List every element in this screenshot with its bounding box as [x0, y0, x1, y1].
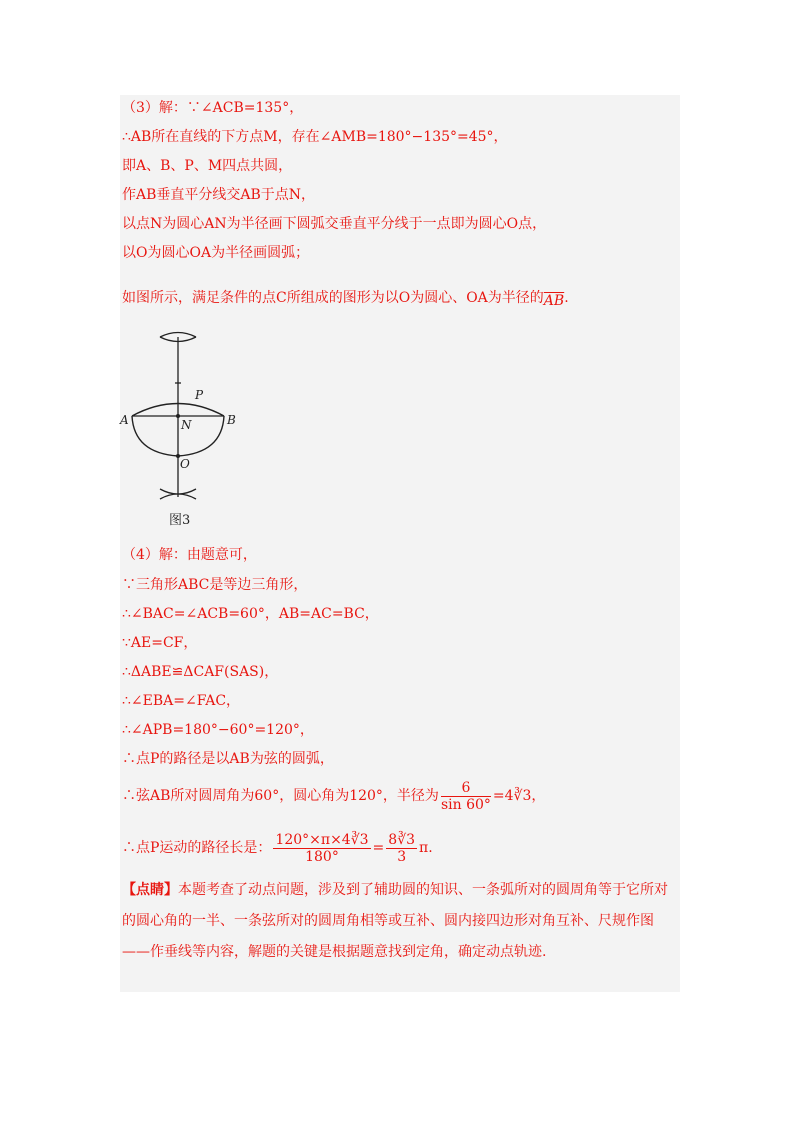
comment-tag: 【点睛】	[122, 882, 178, 898]
sol3-line-9-text: ∴弦AB所对圆周角为60°，圆心角为120°，半径为	[122, 788, 439, 804]
radius-fraction-denominator: sin 60°	[440, 796, 491, 813]
sol3-line-4: ∵AE=CF，	[122, 635, 198, 651]
sol2-line-6: 以O为圆心OA为半径画圆弧；	[122, 245, 310, 261]
length-fraction-2-numerator: 8∛3	[388, 831, 416, 848]
sol3-line-5: ∴ΔABE≌ΔCAF(SAS)，	[122, 664, 279, 680]
comment-line-2: 的圆心角的一半、一条弦所对的圆周角相等或互补、圆内接四边形对角互补、尺规作图	[122, 913, 654, 929]
length-fraction-2	[386, 832, 417, 865]
sol3-line-7: ∴∠APB=180°−60°=120°，	[122, 722, 314, 738]
sol3-line-9	[122, 778, 545, 814]
comment-line-3: ——作垂线等内容，解题的关键是根据题意找到定角，确定动点轨迹.	[122, 944, 547, 960]
sol2-line-4: 作AB垂直平分线交AB于点N，	[122, 187, 316, 203]
length-fraction-1-numerator: 120°×π×4∛3	[275, 831, 369, 848]
sol2-line-5: 以点N为圆心AN为半径画下圆弧交垂直平分线于一点即为圆心O点，	[122, 216, 547, 232]
label-p: P	[195, 388, 204, 402]
sol3-line-3: ∴∠BAC=∠ACB=60°，AB=AC=BC，	[122, 606, 379, 622]
sol3-line-2: ∵三角形ABC是等边三角形，	[122, 577, 308, 593]
sol2-line-7	[122, 288, 569, 308]
label-n: N	[181, 418, 192, 432]
length-fraction-1-denominator: 180°	[305, 848, 339, 865]
radius-fraction-numerator: 6	[441, 780, 491, 797]
comment-line-1	[122, 880, 668, 900]
label-o: O	[180, 457, 190, 471]
sol3-line-6: ∴∠EBA=∠FAC，	[122, 693, 241, 709]
top-arc-upper	[160, 333, 196, 338]
length-fraction-1	[273, 832, 370, 865]
sol3-line-10-end: π.	[419, 840, 433, 856]
sol3-line-10	[122, 829, 433, 867]
equals-sign: =	[372, 840, 385, 856]
sol2-line-1: （3）解：∵∠ACB=135°，	[122, 100, 304, 116]
label-b: B	[227, 413, 236, 427]
sol2-line-7-end: .	[564, 290, 569, 306]
sol3-line-8: ∴点P的路径是以AB为弦的圆弧，	[122, 751, 334, 767]
point-n	[176, 414, 180, 418]
label-a: A	[120, 413, 129, 427]
sol3-line-10-text: ∴点P运动的路径长是：	[122, 840, 272, 856]
length-fraction-2-denominator: 3	[397, 848, 407, 865]
figure-caption: 图3	[169, 513, 191, 528]
sol3-line-1: （4）解：由题意可，	[122, 547, 257, 563]
sol2-line-3: 即A、B、P、M四点共圆，	[122, 158, 293, 174]
sol2-line-2: ∴AB所在直线的下方点M，存在∠AMB=180°−135°=45°，	[122, 129, 508, 145]
construction-figure	[118, 325, 248, 515]
arc-ab-label: $\overline{AB}$	[543, 293, 565, 309]
radius-fraction	[441, 780, 491, 813]
sol3-line-9-end: =4∛3，	[492, 788, 546, 804]
comment-line-1-text: 本题考查了动点问题，涉及到了辅助圆的知识、一条弧所对的圆周角等于它所对	[178, 882, 668, 898]
sol2-line-7-text: 如图所示，满足条件的点C所组成的图形为以O为圆心、OA为半径的	[122, 290, 544, 306]
